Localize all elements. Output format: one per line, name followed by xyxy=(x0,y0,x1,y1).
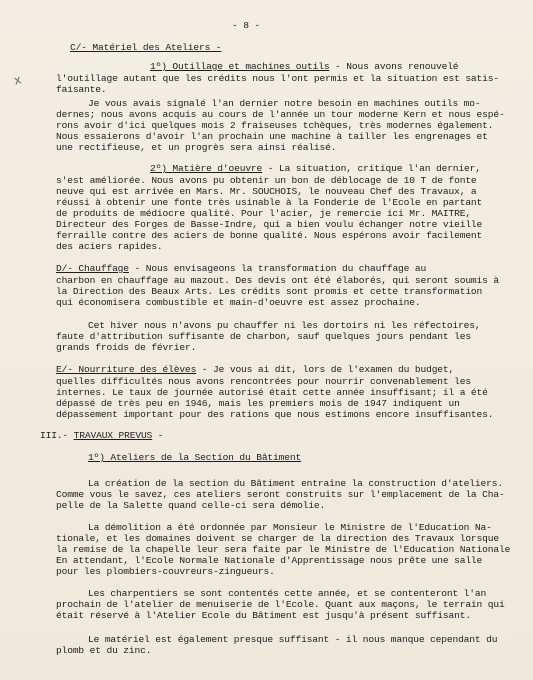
chauffage-line-1: D/- Chauffage - Nous envisageons la transformation du chauffage au xyxy=(56,263,427,274)
body-line: de produits de médiocre qualité. Pour l'acier, je remercie ici Mr. MAITRE, xyxy=(56,208,471,219)
section-c-heading: C/- Matériel des Ateliers - xyxy=(70,42,222,53)
body-line: pelle de la Salette quand celle-ci sera démolie. xyxy=(56,500,326,511)
section-iii-heading: III.- TRAVAUX PREVUS - xyxy=(40,430,164,441)
body-line: Je vous avais signalé l'an dernier notre besoin en machines outils mo- xyxy=(88,98,481,109)
body-line: était réservé à l'Atelier Ecole du Bâtiment est jusqu'à présent suffisant. xyxy=(56,610,471,621)
body-line: la remise de la chapelle leur sera faite par le Ministre de l'Education Nationale xyxy=(56,544,511,555)
body-line: plomb et du zinc. xyxy=(56,645,152,656)
matiere-line-1: 2º) Matière d'oeuvre - La situation, critique l'an dernier, xyxy=(150,163,481,174)
body-line: grands froids de février. xyxy=(56,342,197,353)
page-number: - 8 - xyxy=(232,20,261,31)
body-line: s'est améliorée. Nous avons pu obtenir un bon de déblocage de 10 T de fonte xyxy=(56,175,477,186)
body-line: Le matériel est également presque suffisant - il nous manque cependant du xyxy=(88,634,498,645)
body-line: tionale, et les domaines doivent se charger de la direction des Travaux lorsque xyxy=(56,533,499,544)
body-line: réussi à obtenir une fonte très usinable à la Fonderie de l'Ecole en partant xyxy=(56,197,483,208)
body-line: La démolition a été ordonnée par Monsieur le Ministre de l'Education Na- xyxy=(88,522,492,533)
body-line: dernes; nous avons acquis au cours de l'année un tour moderne Kern et nous espé- xyxy=(56,109,505,120)
outillage-line-1: 1º) Outillage et machines outils - Nous avons renouvelé xyxy=(150,61,459,72)
body-line: dépassement important pour des rations que nous estimons encore insuffisantes. xyxy=(56,409,494,420)
body-line: charbon en chauffage au mazout. Des devis ont été élaborés, qui seront soumis à xyxy=(56,275,499,286)
body-line: Nous essaierons d'avoir l'an prochain une machine à tailler les engrenages et xyxy=(56,131,488,142)
outillage-line: l'outillage autant que les crédits nous l'ont permis et la situation est satis- xyxy=(56,73,499,84)
body-line: neuve qui est arrivée en Mars. Mr. SOUCHOIS, le nouveau Chef des Travaux, a xyxy=(56,186,477,197)
margin-mark: x xyxy=(12,72,23,88)
body-line: des aciers rapides. xyxy=(56,241,163,252)
body-line: qui économisera combustible et main-d'oeuvre est assez prochaine. xyxy=(56,297,421,308)
body-line: ferraille contre des aciers de bonne qualité. Nous espérons avoir facilement xyxy=(56,230,483,241)
body-line: Les charpentiers se sont contentés cette année, et se contenteront l'an xyxy=(88,588,487,599)
body-line: rons avoir d'ici quelques mois 2 fraiseuses tchèques, très modernes également. xyxy=(56,120,494,131)
section-iii-subheading: 1º) Ateliers de la Section du Bâtiment xyxy=(88,452,302,463)
outillage-line: faisante. xyxy=(56,84,107,95)
body-line: dépassé de très peu en 1946, mais les premiers mois de 1947 indiquent un xyxy=(56,398,460,409)
body-line: Cet hiver nous n'avons pu chauffer ni les dortoirs ni les réfectoires, xyxy=(88,320,481,331)
nourriture-line-1: E/- Nourriture des élèves - Je vous ai dit, lors de l'examen du budget, xyxy=(56,364,455,375)
body-line: faute d'attribution suffisante de charbon, sauf quelques jours pendant les xyxy=(56,331,471,342)
body-line: prochain de l'atelier de menuiserie de l'Ecole. Quant aux maçons, le terrain qui xyxy=(56,599,505,610)
body-line: Comme vous le savez, ces ateliers seront construits sur l'emplacement de la Cha- xyxy=(56,489,505,500)
body-line: une rectifieuse, et un progrès sera ainsi réalisé. xyxy=(56,142,337,153)
body-line: Directeur des Forges de Basse-Indre, qui a bien voulu échanger notre vieille xyxy=(56,219,483,230)
body-line: En attendant, l'Ecole Normale Nationale d'Apprentissage nous prête une salle xyxy=(56,555,483,566)
body-line: la Direction des Beaux Arts. Les crédits sont promis et cette transformation xyxy=(56,286,483,297)
body-line: pour les plombiers-couvreurs-zingueurs. xyxy=(56,566,275,577)
body-line: quelles difficultés nous avons rencontrées pour nourrir convenablement les xyxy=(56,376,471,387)
body-line: internes. Le taux de journée autorisé était cette année insuffisant; il a été xyxy=(56,387,488,398)
body-line: La création de la section du Bâtiment entraîne la construction d'ateliers. xyxy=(88,478,503,489)
